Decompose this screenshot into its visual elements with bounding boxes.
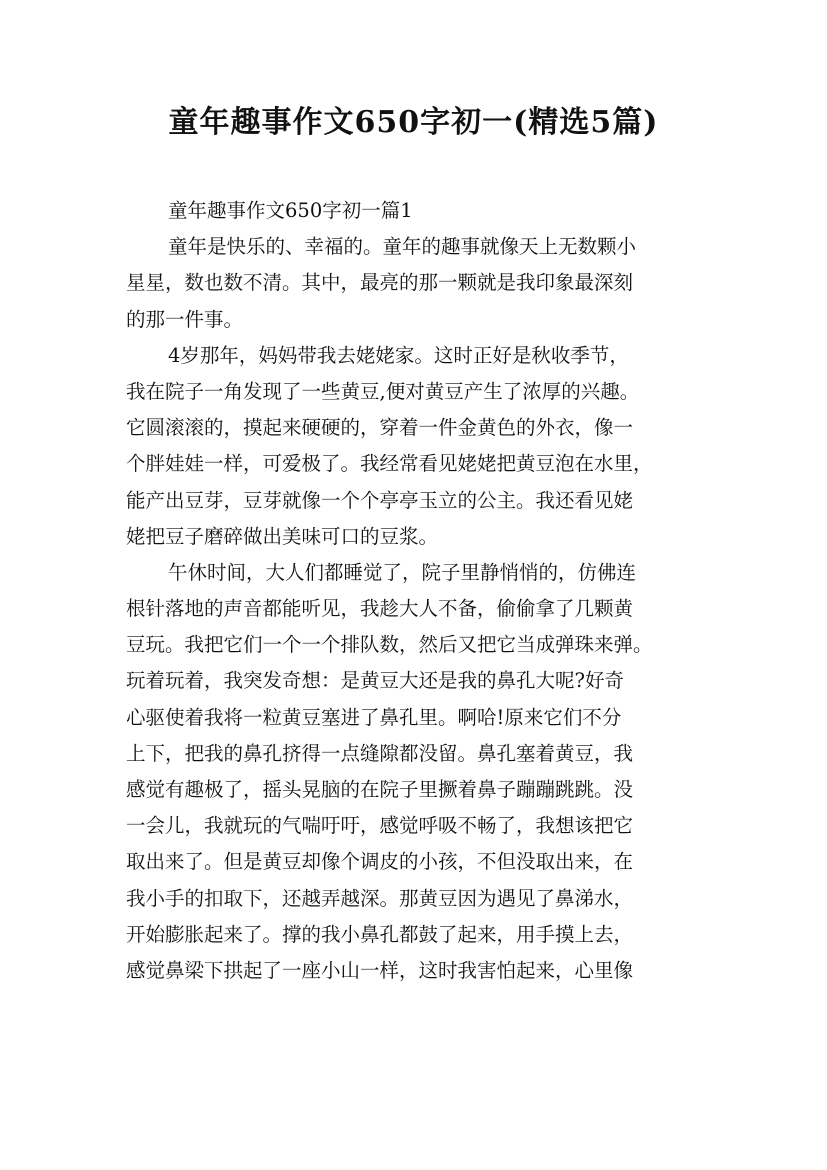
document-title: 童年趣事作文650字初一(精选5篇) bbox=[168, 105, 659, 140]
paragraph-line: 我小手的扣取下，还越弄越深。那黄豆因为遇见了鼻涕水， bbox=[126, 886, 634, 910]
paragraph-line: 能产出豆芽，豆芽就像一个个亭亭玉立的公主。我还看见姥 bbox=[126, 488, 634, 512]
paragraph-3 bbox=[126, 555, 706, 989]
paragraph-line: 上下，把我的鼻孔挤得一点缝隙都没留。鼻孔塞着黄豆，我 bbox=[126, 741, 634, 765]
paragraph-line: 感觉有趣极了，摇头晃脑的在院子里撅着鼻子蹦蹦跳跳。没 bbox=[126, 778, 634, 801]
paragraph-line: 星星，数也数不清。其中，最亮的那一颗就是我印象最深刻 bbox=[126, 271, 634, 295]
paragraph-line: 玩着玩着，我突发奇想：是黄豆大还是我的鼻孔大呢?好奇 bbox=[126, 669, 624, 693]
paragraph-2 bbox=[126, 338, 706, 555]
document-body bbox=[126, 193, 706, 989]
paragraph-line: 开始膨胀起来了。撑的我小鼻孔都鼓了起来，用手摸上去， bbox=[126, 922, 634, 946]
paragraph-line: 午休时间，大人们都睡觉了，院子里静悄悄的，仿佛连 bbox=[168, 560, 637, 584]
paragraph-line: 它圆滚滚的，摸起来硬硬的，穿着一件金黄色的外衣，像一 bbox=[126, 416, 634, 440]
paragraph-line: 个胖娃娃一样，可爱极了。我经常看见姥姥把黄豆泡在水里， bbox=[126, 452, 653, 476]
paragraph-1 bbox=[126, 229, 706, 338]
paragraph-line: 根针落地的声音都能听见，我趁大人不备，偷偷拿了几颗黄 bbox=[126, 597, 634, 621]
paragraph-line: 豆玩。我把它们一个一个排队数，然后又把它当成弹珠来弹。 bbox=[126, 633, 653, 657]
paragraph-line: 一会儿，我就玩的气喘吁吁，感觉呼吸不畅了，我想该把它 bbox=[126, 814, 634, 838]
paragraph-line: 童年是快乐的、幸福的。童年的趣事就像天上无数颗小 bbox=[168, 235, 637, 259]
paragraph-line: 4岁那年，妈妈带我去姥姥家。这时正好是秋收季节， bbox=[168, 343, 629, 367]
paragraph-line: 我在院子一角发现了一些黄豆,便对黄豆产生了浓厚的兴趣。 bbox=[126, 379, 640, 403]
paragraph-line: 感觉鼻梁下拱起了一座小山一样，这时我害怕起来，心里像 bbox=[126, 958, 634, 982]
paragraph-line: 姥把豆子磨碎做出美味可口的豆浆。 bbox=[126, 524, 439, 548]
paragraph-line: 心驱使着我将一粒黄豆塞进了鼻孔里。啊哈!原来它们不分 bbox=[126, 705, 622, 729]
paragraph-line: 的那一件事。 bbox=[126, 307, 244, 331]
paragraph-line: 取出来了。但是黄豆却像个调皮的小孩，不但没取出来，在 bbox=[126, 850, 634, 874]
section-heading: 童年趣事作文650字初一篇1 bbox=[168, 199, 413, 222]
